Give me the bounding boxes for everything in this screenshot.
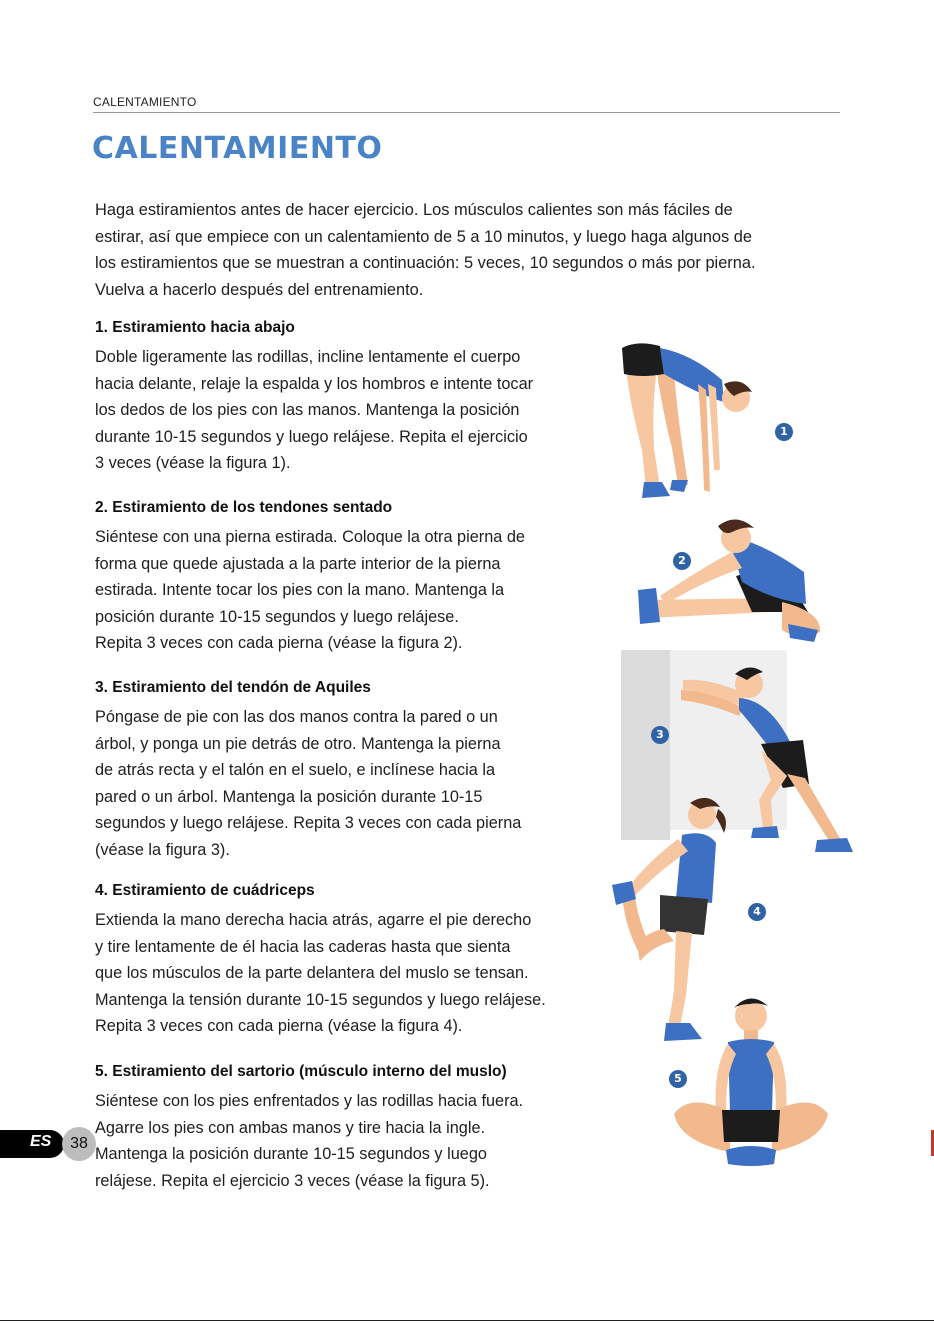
section-body [95, 907, 546, 1040]
intro-line: Haga estiramientos antes de hacer ejercicio. Los músculos calientes son más fáciles de [95, 201, 733, 219]
body-line: hacia delante, relaje la espalda y los hombros e intente tocar [95, 374, 534, 393]
body-line: forma que quede ajustada a la parte interior de la pierna [95, 554, 501, 573]
body-line: Doble ligeramente las rodillas, incline lentamente el cuerpo [95, 348, 521, 366]
section-achilles [95, 677, 521, 863]
body-line: relájese. Repita el ejercicio 3 veces (véase la figura 5). [95, 1171, 490, 1190]
page-title: CALENTAMIENTO [92, 131, 383, 166]
figure-badge: 5 [669, 1070, 687, 1088]
section-heading: 5. Estiramiento del sartorio (músculo interno del muslo) [95, 1063, 507, 1080]
body-line: Repita 3 veces con cada pierna (véase la figura 2). [95, 634, 463, 652]
body-line: los dedos de los pies con las manos. Mantenga la posición [95, 401, 520, 419]
bottom-rule [0, 1320, 934, 1321]
body-line: Siéntese con una pierna estirada. Coloque la otra pierna de [95, 528, 525, 546]
body-line: Siéntese con los pies enfrentados y las rodillas hacia fuera. [95, 1092, 524, 1110]
section-heading: 4. Estiramiento de cuádriceps [95, 882, 315, 899]
body-line: que los músculos de la parte delantera del muslo se tensan. [95, 964, 529, 982]
body-line: Mantenga la posición durante 10-15 segundos y luego [95, 1145, 487, 1163]
body-line: Extienda la mano derecha hacia atrás, agarre el pie derecho [95, 911, 532, 929]
figure-badge: 3 [651, 726, 669, 744]
section-body [95, 344, 533, 477]
body-line: estirada. Intente tocar los pies con la mano. Mantenga la [95, 581, 505, 599]
header-rule [93, 112, 840, 113]
body-line: Agarre los pies con ambas manos y tire hacia la ingle. [95, 1118, 486, 1137]
section-forward-bend [95, 317, 533, 477]
intro-line: Vuelva a hacerlo después del entrenamiento. [95, 280, 424, 299]
intro-paragraph [95, 197, 835, 303]
body-line: y tire lentamente de él hacia las caderas hasta que sienta [95, 937, 511, 956]
body-line: segundos y luego relájese. Repita 3 veces con cada pierna [95, 814, 522, 832]
section-body [95, 704, 521, 863]
intro-line: estirar, así que empiece con un calentamiento de 5 a 10 minutos, y luego haga algunos de [95, 227, 752, 246]
figure-forward-bend-icon [612, 340, 762, 515]
body-line: 3 veces (véase la figura 1). [95, 454, 291, 472]
section-heading: 2. Estiramiento de los tendones sentado [95, 499, 393, 516]
body-line: Repita 3 veces con cada pierna (véase la figura 4). [95, 1017, 463, 1035]
section-body [95, 1088, 523, 1194]
intro-line: los estiramientos que se muestran a continuación: 5 veces, 10 segundos o más por pierna. [95, 254, 756, 272]
figure-butterfly-stretch-icon [670, 992, 830, 1172]
figure-badge: 4 [748, 903, 766, 921]
section-quadriceps [95, 880, 546, 1040]
body-line: durante 10-15 segundos y luego relájese. Repita el ejercicio [95, 427, 528, 446]
section-body [95, 524, 525, 657]
page-number: 38 [62, 1127, 96, 1161]
section-heading: 1. Estiramiento hacia abajo [95, 319, 295, 336]
figure-badge: 1 [775, 423, 793, 441]
footer-language: ES [30, 1133, 52, 1150]
body-line: Póngase de pie con las dos manos contra la pared o un [95, 708, 498, 726]
body-line: (véase la figura 3). [95, 840, 230, 859]
section-seated-hamstring [95, 497, 525, 657]
section-heading: 3. Estiramiento del tendón de Aquiles [95, 679, 371, 696]
body-line: de atrás recta y el talón en el suelo, e inclínese hacia la [95, 761, 496, 779]
running-header: CALENTAMIENTO [93, 95, 197, 109]
figure-seated-hamstring-icon [632, 512, 832, 647]
body-line: posición durante 10-15 segundos y luego relájese. [95, 607, 459, 626]
figure-badge: 2 [673, 552, 691, 570]
body-line: Mantenga la tensión durante 10-15 segundos y luego relájese. [95, 990, 546, 1009]
section-sartorius [95, 1061, 523, 1194]
body-line: árbol, y ponga un pie detrás de otro. Mantenga la pierna [95, 734, 501, 753]
body-line: pared o un árbol. Mantenga la posición durante 10-15 [95, 787, 483, 806]
